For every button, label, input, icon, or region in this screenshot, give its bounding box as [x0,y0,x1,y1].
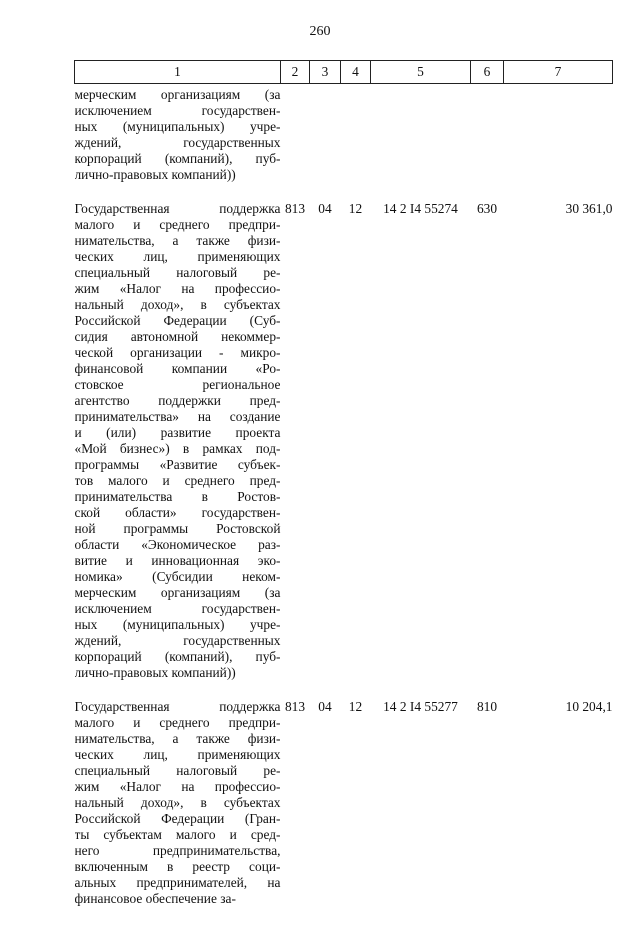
description-line: Государственная поддержка [74,201,281,216]
description-line: ных (муниципальных) учре- [74,119,281,134]
description-line: ты субъектам малого и сред- [74,827,281,842]
description-line: Российской Федерации (Гран- [74,811,281,826]
description-line: нальный доход», в субъектах [74,297,281,312]
description-line: Российской Федерации (Суб- [74,313,281,328]
header-col-6: 6 [471,61,504,84]
ministry-code [281,84,310,202]
description-line: стовское региональное [74,377,281,392]
description-line: ческих лиц, применяющих [74,249,281,264]
budget-table [74,60,613,925]
header-col-5: 5 [371,61,471,84]
row-description [75,699,281,925]
description-line: мерческим организациям (за [74,87,281,102]
table-row [75,699,613,925]
description-line: малого и среднего предпри- [74,715,281,730]
subsection-code: 12 [348,699,363,714]
section-code: 04 [318,201,332,216]
amount: 10 204,1 [565,699,613,714]
description-line: лично-правовых компаний)) [74,665,236,680]
row-description [75,84,281,202]
description-line: ческих лиц, применяющих [74,747,281,762]
amount: 30 361,0 [565,201,613,216]
description-line: области «Экономическое раз- [74,537,281,552]
page-number: 260 [309,24,331,39]
description-line: исключением государствен- [74,103,281,118]
description-line: программы «Развитие субъек- [74,457,281,472]
description-line: жим «Налог на профессио- [74,281,281,296]
description-line: агентство поддержки пред- [74,393,281,408]
section-code [310,84,341,202]
description-line: финансовое обеспечение за- [74,891,236,906]
description-line: «Мой бизнес») в рамках под- [74,441,281,456]
description-line: ждений, государственных [74,135,281,150]
description-line: номика» (Субсидии неком- [74,569,281,584]
description-line: принимательства» на создание [74,409,281,424]
description-line: ской области» государствен- [74,505,281,520]
amount [504,84,613,202]
table-row [75,201,613,699]
expense-type-code: 810 [476,699,498,714]
description-line: сидия автономной некоммер- [74,329,281,344]
description-line: ных (муниципальных) учре- [74,617,281,632]
description-line: ждений, государственных [74,633,281,648]
header-row [75,61,613,84]
row-description [75,201,281,699]
description-line: нальный доход», в субъектах [74,795,281,810]
target-article-code: 14 2 I4 55274 [383,201,458,216]
description-line: финансовой компании «Ро- [74,361,281,376]
header-col-2: 2 [281,61,310,84]
subsection-code [341,84,371,202]
description-line: специальный налоговый ре- [74,265,281,280]
section-code: 04 [318,699,332,714]
description-line: корпораций (компаний), пуб- [74,151,281,166]
description-line: ной программы Ростовской [74,521,281,536]
subsection-code: 12 [348,201,363,216]
table-row [75,84,613,202]
description-line: тов малого и среднего пред- [74,473,281,488]
description-line: альных предпринимателей, на [74,875,281,890]
header-col-3: 3 [310,61,341,84]
ministry-code: 813 [284,201,306,216]
expense-type-code: 630 [476,201,498,216]
description-line: специальный налоговый ре- [74,763,281,778]
target-article-code: 14 2 I4 55277 [383,699,458,714]
description-line: принимательства в Ростов- [74,489,281,504]
description-line: нимательства, а также физи- [74,233,281,248]
description-line: и (или) развитие проекта [74,425,281,440]
description-line: исключением государствен- [74,601,281,616]
expense-type-code [471,84,504,202]
description-line: ческой организации - микро- [74,345,281,360]
description-line: него предпринимательства, [74,843,281,858]
description-line: нимательства, а также физи- [74,731,281,746]
description-line: малого и среднего предпри- [74,217,281,232]
header-col-7: 7 [504,61,613,84]
header-col-4: 4 [341,61,371,84]
description-line: витие и инновационная эко- [74,553,281,568]
target-article-code [371,84,471,202]
description-line: жим «Налог на профессио- [74,779,281,794]
ministry-code: 813 [284,699,306,714]
description-line: включенным в реестр соци- [74,859,281,874]
description-line: мерческим организациям (за [74,585,281,600]
description-line: корпораций (компаний), пуб- [74,649,281,664]
description-line: Государственная поддержка [74,699,281,714]
description-line: лично-правовых компаний)) [74,167,236,182]
header-col-1: 1 [75,61,281,84]
